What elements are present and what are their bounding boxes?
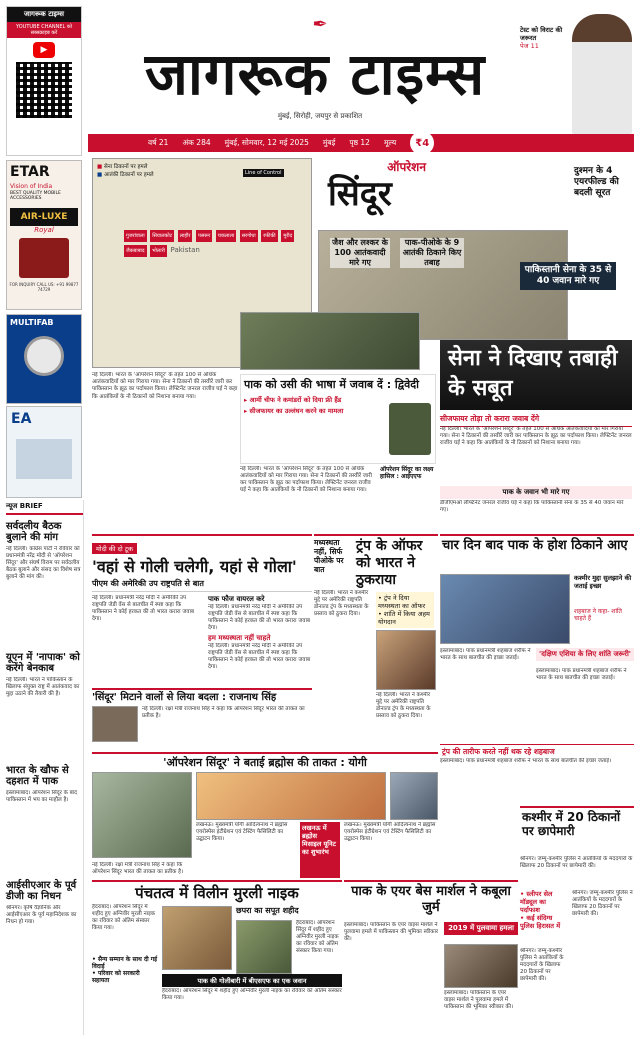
bsf-jawan-photo: [236, 920, 292, 974]
murli-caption-body: हैदराबाद। ऑपरेशन सिंदूर में शहीद हुए अग्निवीर मुरली नाइक का रविवार को अंतिम संस्कार किया गया।: [162, 988, 342, 1001]
quote-box[interactable]: [240, 374, 436, 464]
info-bar: [88, 134, 634, 152]
pulwama-photo: [444, 944, 518, 988]
right-story: डीजीएमओ लेफ्टिनेंट जनरल राजीव घई ने कहा कि पाकिस्तानी सेना के 35 से 40 जवान मारे गए।: [440, 500, 624, 513]
kashmir-bullet-1: • स्लीपर सेल मॉड्यूल का पर्दाफाश: [520, 890, 553, 914]
main-headline: सेना ने दिखाए तबाही के सबूत: [440, 340, 632, 410]
loc-label: Line of Control: [245, 170, 282, 176]
price-label: मूल्य: [383, 138, 397, 147]
char-section: [440, 534, 634, 744]
pages: पृष्ठ 12: [349, 138, 370, 147]
kashmir-body-3: श्रीनगर। जम्मू-कश्मीर पुलिस ने आतंकियों के मददगारों के खिलाफ 20 ठिकानों पर छापेमारी की।: [520, 948, 564, 982]
kashmir-body: श्रीनगर। जम्मू-कश्मीर पुलिस ने आतंकियों के मददगारों के खिलाफ 20 ठिकानों पर छापेमारी की।: [520, 856, 633, 869]
brief-head: आईसीएआर के पूर्व डीजी का निधन: [6, 880, 77, 902]
modi-section: [92, 534, 312, 686]
news-brief: [6, 500, 84, 1035]
murli-box: छपरा का सपूत शहीद: [236, 906, 299, 915]
airlux-title: AIR-LUXE: [10, 208, 78, 226]
murli-bullet-1: • सैन्य सम्मान के साथ दी गई विदाई: [92, 956, 158, 970]
trump-side: मध्यस्थता नहीं, सिर्फ पीओके पर बात: [314, 538, 344, 574]
right-subhead: पाक के जवान भी मारे गए: [440, 486, 632, 499]
varsh: वर्ष 21: [148, 138, 169, 147]
ea-ad[interactable]: [6, 406, 82, 498]
kashmir-body-2: श्रीनगर। जम्मू-कश्मीर पुलिस ने आतंकियों के मददगारों के खिलाफ 20 ठिकानों पर छापेमारी की।: [572, 890, 633, 917]
quote-caption: ऑपरेशन सिंदूर का लक्ष्य हासिल : आईएएफ: [380, 466, 434, 480]
ank: अंक 284: [182, 138, 211, 147]
murli-section: [92, 880, 342, 1035]
ea-logo: EA: [11, 411, 32, 427]
char-caption: कश्मीर मुद्दा सुलझाने की जताई इच्छा: [574, 574, 632, 590]
yogi-body: लखनऊ। मुख्यमंत्री योगी आदित्यनाथ ने ब्रह्मोस एयरोस्पेस इंटीग्रेशन एवं टेस्टिंग फैसिलिटी का उद्घाटन किया।: [196, 822, 288, 842]
army-chief-photo: [389, 403, 431, 455]
pak-air-headline: पाक के एयर बेस मार्शल ने कबूला जुर्म: [351, 884, 511, 915]
ea-image: [16, 439, 72, 479]
etar-title: ETAR: [10, 164, 50, 180]
rajnath-photo: [92, 706, 138, 742]
multifab-title: MULTIFAB: [10, 318, 54, 327]
top-right-teaser[interactable]: [520, 26, 572, 50]
murli-caption: पाक की गोलीबारी में बीएसएफ का एक जवान: [162, 974, 342, 987]
char-box: ट्रंप की तारीफ करते नहीं थक रहे शहबाज: [440, 744, 634, 759]
murli-box-body: हैदराबाद। ऑपरेशन सिंदूर में शहीद हुए अग्निवीर मुरली नाइक का रविवार को अंतिम संस्कार किया गया।: [296, 920, 339, 954]
brief-item[interactable]: [6, 880, 83, 995]
char-quote: 'दक्षिण एशिया के लिए शांति जरूरी': [536, 648, 634, 661]
brief-item[interactable]: [6, 521, 83, 646]
murli-bullets: [92, 956, 158, 984]
fact-2: पाक-पीओके के 9 आतंकी ठिकाने किए तबाह: [400, 238, 464, 268]
etar-sub: BEST QUALITY MOBILE ACCESSORIES: [10, 191, 61, 201]
modi-tag: मोदी की दो टूक: [92, 543, 137, 554]
pak-air-section: [344, 880, 518, 1035]
yogi-body-2: लखनऊ। मुख्यमंत्री योगी आदित्यनाथ ने ब्रह्मोस एयरोस्पेस इंटीग्रेशन एवं टेस्टिंग फैसिलिटी का उद्घाटन किया।: [344, 822, 436, 842]
brief-body: नई दिल्ली। भारत ने पाकिस्तान के खिलाफ संयुक्त राष्ट्र में आतंकवाद का मुद्दा उठाने की तैयारी की है।: [6, 677, 80, 697]
pen-icon: ✒: [312, 14, 328, 35]
youtube-label: YOUTUBE CHANNEL को सब्सक्राइब करें: [7, 22, 81, 38]
trump-photo: [376, 630, 436, 690]
brief-body: श्रीनगर। कृषि वैज्ञानिक और आईसीएआर के पूर्व महानिदेशक का निधन हो गया।: [6, 905, 77, 925]
char-caption-2: शहबाज ने कहा- शांति चाहते हैं: [574, 608, 622, 622]
modi-body: नई दिल्ली। प्रधानमंत्री नरेंद्र मोदी ने अमेरिकी उप राष्ट्रपति जेडी वेंस से बातचीत में स्पष्ट कहा कि पाकिस्तान ने कोई हरकत की तो भारत करारा जवाब देगा।: [92, 595, 195, 622]
rajnath-body: नई दिल्ली। रक्षा मंत्री राजनाथ सिंह ने कहा कि ऑपरेशन सिंदूर भारत की ताकत का प्रतीक है।: [142, 706, 305, 719]
murli-bullet-2: • परिवार को सरकारी सहायता: [92, 970, 140, 984]
masthead-subtitle: मुंबई, सिरोही, जयपुर से प्रकाशित: [277, 112, 363, 120]
trump-bullet-2: • शांति में किया अहम योगदान: [378, 610, 430, 626]
main-right-story: नई दिल्ली। भारत के 'ऑपरेशन सिंदूर' के तहत 100 से अधिक आतंकवादियों को मार गिराया गया। सेना ने ठिकानों की तस्वीरें जारी कर पाकिस्तान के झूठ का पर्दाफाश किया। लेफ्टिनेंट जनरल राजीव घई ने कहा कि आतंकियों के नौ ठिकानों को निशाना बनाया गया।: [440, 426, 632, 446]
brief-head: भारत के खौफ से दहशत में पाक: [6, 765, 69, 787]
brief-body: इस्लामाबाद। ऑपरेशन सिंदूर के बाद पाकिस्तान में भय का माहौल है।: [6, 790, 78, 803]
murli-photo: [162, 906, 232, 970]
fact-4: दुश्मन के 4 एयरफील्ड की बदली सूरत: [574, 166, 619, 198]
char-photo: [440, 574, 570, 644]
masthead-title: जागरूक टाइम्स: [144, 40, 486, 108]
modi-box-2-text: नई दिल्ली। प्रधानमंत्री नरेंद्र मोदी ने अमेरिकी उप राष्ट्रपति जेडी वेंस से बातचीत में स्पष्ट कहा कि पाकिस्तान ने कोई हरकत की तो भारत करारा जवाब देगा।: [208, 643, 311, 670]
issue-date: मुंबई, सोमवार, 12 मई 2025: [224, 138, 309, 147]
brief-item[interactable]: [6, 652, 83, 759]
map-label-army: सेना ठिकानों पर हमले: [103, 164, 148, 170]
rajnath-speech-photo: [92, 772, 192, 858]
map-places: गुजरांवाला सियालकोट लाहौर पसरूर चकलाला सरगोधा रफीकी मुरीद जैकबाबाद भोलारी Pakistan: [123, 229, 311, 258]
brief-title: न्यूज BRIEF: [6, 500, 83, 515]
quote-headline: पाक को उसी की भाषा में जवाब दें : द्विवेदी: [244, 378, 419, 391]
char-body: इस्लामाबाद। पाक प्रधानमंत्री शहबाज शरीफ ने भारत के साथ बातचीत की इच्छा जताई।: [440, 648, 531, 661]
brief-item[interactable]: [6, 765, 83, 874]
quote-bullet-2: ▸ सीजफायर का उल्लंघन करने का मामला: [244, 407, 344, 415]
kashmir-section: [520, 806, 634, 1035]
logo-block: [6, 6, 82, 156]
etar-tag: Vision of India: [10, 183, 53, 190]
city: मुंबई: [322, 138, 336, 147]
trump-bullets: [376, 592, 434, 628]
teaser-page: पेज 11: [520, 42, 539, 50]
yogi-tag: लखनऊ में ब्रह्मोस मिसाइल यूनिट का शुभारंभ: [300, 822, 340, 878]
light-image: [24, 336, 64, 376]
trump-body: नई दिल्ली। भारत ने कश्मीर मुद्दे पर अमेरिकी राष्ट्रपति डोनाल्ड ट्रंप के मध्यस्थता के प्रस्ताव को ठुकरा दिया।: [314, 590, 369, 617]
brief-head: सर्वदलीय बैठक बुलाने की मांग: [6, 521, 62, 543]
pak-air-tag: 2019 में पुलवामा हमला: [444, 922, 518, 935]
kashmir-bullets: [520, 890, 568, 930]
airlux-sub: Royal: [34, 226, 54, 234]
teaser-title: टेस्ट को विराट की जरूरत: [520, 26, 563, 42]
char-body-2: इस्लामाबाद। पाक प्रधानमंत्री शहबाज शरीफ ने भारत के साथ बातचीत की इच्छा जताई।: [536, 668, 627, 681]
price: ₹4: [410, 131, 434, 155]
murli-body: हैदराबाद। ऑपरेशन सिंदूर में शहीद हुए अग्निवीर मुरली नाइक का रविवार को अंतिम संस्कार किया गया।: [92, 904, 156, 931]
modi-sub: पीएम की अमेरिकी उप राष्ट्रपति से बात: [92, 578, 312, 592]
player-photo: [572, 14, 632, 134]
char-box-body: इस्लामाबाद। पाक प्रधानमंत्री शहबाज शरीफ ने भारत के साथ बातचीत की इच्छा जताई।: [440, 758, 612, 764]
trump-headline: ट्रंप के ऑफर को भारत ने ठुकराया: [356, 538, 423, 588]
rajnath-headline: 'सिंदूर' मिटाने वालों से लिया बदला : राजनाथ सिंह: [92, 692, 277, 703]
logo-text: जागरूक टाइम्स: [7, 7, 81, 22]
yogi-headline: 'ऑपरेशन सिंदूर' ने बताई ब्रह्मोस की ताकत : योगी: [163, 756, 367, 769]
youtube-icon[interactable]: ▶: [33, 42, 55, 58]
multifab-ad[interactable]: [6, 314, 82, 404]
map-label-terror: आतंकी ठिकानों पर हमले: [103, 172, 154, 178]
rajnath-body-2: नई दिल्ली। रक्षा मंत्री राजनाथ सिंह ने कहा कि ऑपरेशन सिंदूर भारत की ताकत का प्रतीक है।: [92, 862, 184, 875]
operation-title: [318, 158, 438, 228]
trump-body-2: नई दिल्ली। भारत ने कश्मीर मुद्दे पर अमेरिकी राष्ट्रपति डोनाल्ड ट्रंप के मध्यस्थता के प्रस्ताव को ठुकरा दिया।: [376, 692, 431, 719]
modi-box-1: पाक फौज वायरल करे: [208, 595, 265, 603]
main-sub: सीजफायर तोड़ा तो करारा जवाब देंगे: [440, 412, 632, 427]
etar-ad[interactable]: [6, 160, 82, 310]
army-officers-photo: [240, 312, 420, 370]
kashmir-headline: कश्मीर में 20 ठिकानों पर छापेमारी: [522, 810, 621, 838]
kashmir-bullet-2: • कई संदिग्ध पुलिस हिरासत में: [520, 914, 561, 930]
trump-bullet-1: • ट्रंप ने दिया मध्यस्थता का ऑफर: [378, 594, 426, 610]
op-title: सिंदूर: [328, 174, 392, 214]
enquiry-line: FOR INQUIRY CALL US: +91 99877 74729: [9, 282, 79, 292]
rajnath-section: [92, 688, 312, 750]
brief-head: यूएन में 'नापाक' को करेंगे बेनकाब: [6, 652, 80, 674]
fact-1: जैश और लश्कर के 100 आतंकवादी मारे गए: [330, 238, 390, 268]
brief-body: नई दिल्ली। कांग्रेस पार्टी ने रविवार को प्रधानमंत्री नरेंद्र मोदी से 'ऑपरेशन सिंदूर' और संघर्ष विराम पर सर्वदलीय बैठक बुलाने और संसद का विशेष सत्र बुलाने की मांग की।: [6, 546, 81, 580]
modi-headline: 'वहां से गोली चलेगी, यहां से गोला': [92, 557, 297, 576]
modi-side: [208, 595, 312, 683]
pak-air-body-2: इस्लामाबाद। पाकिस्तान के एयर वाइस मार्शल ने पुलवामा हमले में पाकिस्तान की भूमिका स्वीकार की।: [444, 990, 514, 1010]
op-label: ऑपरेशन: [387, 160, 426, 174]
modi-box-2: हम मध्यस्थता नहीं चाहते: [208, 634, 271, 642]
quote-bullet-1: ▸ आर्मी चीफ ने कमांडरों को दिया फ्री हैंड: [244, 396, 342, 404]
product-image: [19, 238, 69, 278]
main-story: नई दिल्ली। भारत के 'ऑपरेशन सिंदूर' के तहत 100 से अधिक आतंकवादियों को मार गिराया गया। सेना ने ठिकानों की तस्वीरें जारी कर पाकिस्तान के झूठ का पर्दाफाश किया। लेफ्टिनेंट जनरल राजीव घई ने कहा कि आतंकियों के नौ ठिकानों को निशाना बनाया गया।: [92, 372, 238, 400]
pak-air-body: इस्लामाबाद। पाकिस्तान के एयर वाइस मार्शल ने पुलवामा हमले में पाकिस्तान की भूमिका स्वीकार की।: [344, 922, 439, 942]
modi-box-1-text: नई दिल्ली। प्रधानमंत्री नरेंद्र मोदी ने अमेरिकी उप राष्ट्रपति जेडी वेंस से बातचीत में स्पष्ट कहा कि पाकिस्तान ने कोई हरकत की तो भारत करारा जवाब देगा।: [208, 604, 311, 631]
fact-3: पाकिस्तानी सेना के 35 से 40 जवान मारे गए: [520, 262, 616, 290]
qr-code[interactable]: [16, 62, 72, 118]
spacer: [344, 806, 438, 880]
quote-story: नई दिल्ली। भारत के 'ऑपरेशन सिंदूर' के तहत 100 से अधिक आतंकवादियों को मार गिराया गया। सेना ने ठिकानों की तस्वीरें जारी कर पाकिस्तान के झूठ का पर्दाफाश किया। लेफ्टिनेंट जनरल राजीव घई ने कहा कि आतंकियों के नौ ठिकानों को निशाना बनाया गया।: [240, 466, 372, 493]
murli-headline: पंचतत्व में विलीन मुरली नाइक: [135, 884, 299, 902]
map-legend: ■ सेना ठिकानों पर हमले ■ आतंकी ठिकानों पर हमले: [97, 164, 154, 178]
char-headline: चार दिन बाद पाक के होश ठिकाने आए: [442, 538, 628, 553]
